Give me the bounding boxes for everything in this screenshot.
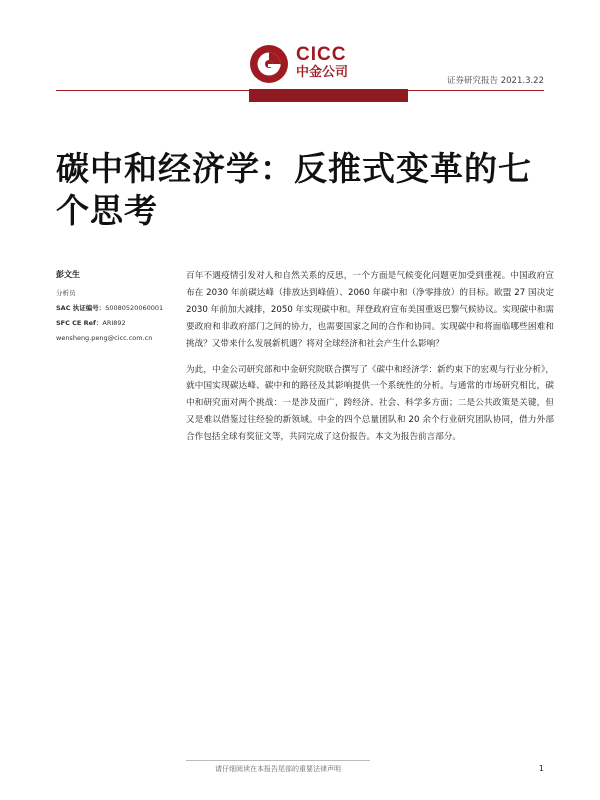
legal-disclaimer-link[interactable]: 请仔细阅读在本报告尾部的重要法律声明 [215,765,341,773]
body-paragraph: 百年不遇疫情引发对人和自然关系的反思，一个方面是气候变化问题更加受到重视。中国政府宣布在 2030 年前碳达峰（排放达到峰值）、2060 年碳中和（净零排放）的目标。欧盟 27 国决定 2030 年前加大减排，2050 年实现碳中和。拜登政府宣布美国重返巴黎气候协议。实现碳中和需要政府和非政府部门之间的协力，也需要国家之间的合作和协同。实现碳中和将面临哪些困难和挑战？又带来什么发展新机遇？将对全球经济和社会产生什么影响？ [186,271,554,349]
author-role: 分析员 [56,289,76,297]
author-email[interactable]: wensheng.peng@cicc.com.cn [56,334,153,342]
author-info [56,268,186,346]
sac-registration [56,301,186,316]
author-name: 彭文生 [56,270,80,279]
cicc-logo-icon [249,44,289,84]
sac-value: S0080520060001 [105,304,164,312]
report-type-date: 证券研究报告 2021.3.22 [447,76,544,86]
header-accent-bar [249,89,408,102]
page-title: 碳中和经济学：反推式变革的七个思考 [56,149,532,230]
body-content [186,268,554,455]
sfc-label: SFC CE Ref： [56,319,103,327]
sfc-reference [56,316,186,331]
logo-chinese-name: 中金公司 [296,65,349,80]
page-number: 1 [538,764,544,773]
logo-wordmark: CICC [296,44,347,65]
footer-divider [186,760,370,761]
body-paragraph: 为此，中金公司研究部和中金研究院联合撰写了《碳中和经济学：新约束下的宏观与行业分析》，就中国实现碳达峰、碳中和的路径及其影响提供一个系统性的分析。与通常的市场研究相比，碳中和研究面对两个挑战：一是涉及面广，跨经济、社会、科学多方面；二是公共政策是关键，但又是难以借鉴过往经验的新领域。中金的四个总量团队和 20 余个行业研究团队协同，借力外部合作包括全球有奖征文等，共同完成了这份报告。本文为报告前言部分。 [186,364,554,443]
sac-label: SAC 执证编号： [56,304,106,312]
sfc-value: ARI892 [102,319,126,327]
